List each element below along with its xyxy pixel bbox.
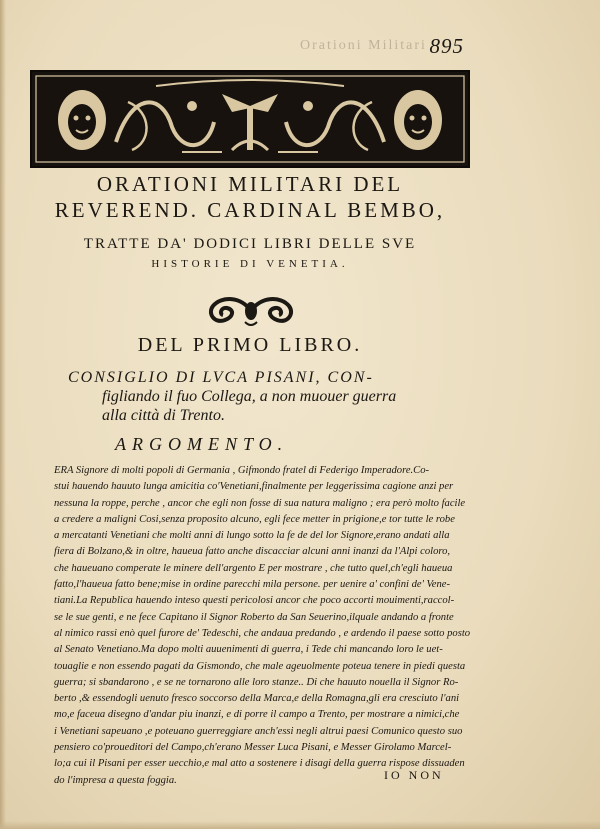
council-line-2: figliando il fuo Collega, a non muouer guerra (102, 388, 397, 405)
argument-heading: ARGOMENTO. (115, 434, 289, 454)
headpiece-ornament (30, 70, 470, 168)
body-line: fiera di Bolzano,& in oltre, haueua fatto anche discacciar alcuni anni inanzi da l'Alpi coloro, (54, 546, 451, 558)
subtitle-line-2: HISTORIE DI VENETIA. (151, 258, 349, 270)
body-line: al Senato Venetiano.Ma dopo molti auuenimenti di guerra, i Tede chi mancando loro le uet- (54, 644, 443, 656)
body-line: fatto,l'haueua fatto bene;mise in ordine parecchi mila persone. per uenire a' confini de' Vene- (54, 579, 451, 591)
body-line: nessuna la roppe, perche , ancor che egli non fosse di sua natura maligno ; era però molto facile (54, 497, 466, 509)
page-bottom-shadow (0, 821, 600, 829)
title-line-2: REVEREND. CARDINAL BEMBO, (54, 198, 446, 222)
body-line: se le sue genti, e ne fece Capitano il Signor Roberto da San Seuerino,ilquale andando a fronte (54, 611, 454, 623)
headpiece-ornament-icon (32, 72, 468, 166)
body-line: tiani.La Republica hauendo inteso questi pericolosi ancor che poco accorti mouimenti,raccol- (54, 595, 455, 607)
body-line: stui hauendo hauuto lunga amicitia co'Venetiani,finalmente per leggerissima cagione anzi per (54, 481, 454, 493)
catchword: IO NON (384, 768, 444, 782)
body-line: touaglie e non essendo pagati da Gismondo, che male ageuolmente poteua tenere in piedi questa (54, 660, 466, 672)
council-line-3: alla città di Trento. (102, 407, 225, 424)
bleed-through-text: Orationi Militari (300, 38, 427, 53)
body-line: pensiero co'proueditori del Campo,ch'erano Messer Luca Pisani, e Messer Girolamo Marcel- (54, 742, 452, 754)
argument-body (54, 463, 470, 789)
page-number: 895 (429, 34, 464, 58)
body-line: ERA Signore di molti popoli di Germania , Gifmondo fratel di Federigo Imperadore.Co- (54, 465, 430, 476)
fleuron-ornament-icon (205, 296, 297, 326)
body-line: i Venetiani sapeuano ,e poteuano guerreggiare anch'essi negli altrui paesi Comunico questo suo (54, 725, 463, 737)
body-line: lo;a cui il Pisani per esser uecchio,e mal atto a sostenere i disagi della guerra rispose dissuaden (54, 758, 465, 770)
body-line: berto ,& essendogli uenuto fresco soccorso della Marca,e della Romagna,gli era cresciuto l'ani (54, 693, 460, 705)
body-line: do l'impresa a questa foggia. (54, 774, 177, 786)
body-line: guerra; si sbandarono , e se ne tornarono alle loro stanze.. Di che hauuto nouella il Signor Ro- (54, 676, 459, 688)
subtitle-line-1: TRATTE DA' DODICI LIBRI DELLE SVE (83, 236, 417, 252)
body-line: al nimico rassi enò quel furore de' Tedeschi, che andaua predando , e ardendo il paese sotto posto (54, 627, 471, 639)
body-line: a credere a maligni Cosi,senza proposito alcuno, egli fece metter in prigione,e tor tutte le robe (54, 513, 455, 525)
page-edge-shadow (0, 0, 6, 829)
council-heading (68, 368, 428, 425)
body-line: che haueuano comperate le minere dell'argento E per mostrare , che tutto quel,ch'egli haueua (54, 562, 453, 574)
body-line: mo,e faceua disegno d'andar piu inanzi, e di porre il campo a Trento, per mostrare a nimici,che (54, 709, 460, 721)
body-line: a mercatanti Venetiani che molti anni di lungo sotto la fe de del lor Signore,erano andati alla (54, 530, 450, 542)
title-line-1: ORATIONI MILITARI DEL (96, 172, 404, 196)
section-title: DEL PRIMO LIBRO. (137, 334, 363, 356)
council-line-1: CONSIGLIO DI LVCA PISANI, CON- (68, 369, 374, 386)
